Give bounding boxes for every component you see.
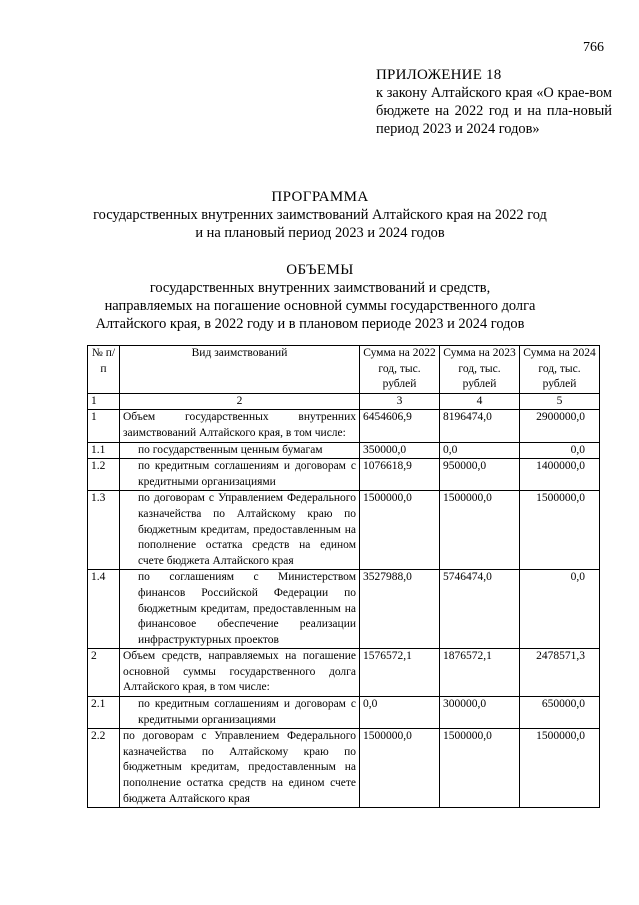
row-value-2022: 3527988,0 <box>360 570 440 649</box>
row-num: 2.1 <box>88 697 120 729</box>
index-cell: 4 <box>440 393 520 410</box>
program-subtitle-line1: государственных внутренних заимствований Алтайского края на 2022 год <box>93 207 547 223</box>
row-num: 1.1 <box>88 442 120 459</box>
row-value-2023: 1500000,0 <box>440 729 520 808</box>
appendix-title: ПРИЛОЖЕНИЕ 18 <box>376 67 502 83</box>
header-2024: Сумма на 2024 год, тыс. рублей <box>520 346 600 394</box>
page-number: 766 <box>583 40 604 55</box>
row-kind: по договорам с Управлением Федерального казначейства по Алтайскому краю по бюджетным кредитам, предоставленным на пополнение остатка средств на едином счете бюджета Алтайского края <box>120 729 360 808</box>
row-value-2022: 6454606,9 <box>360 410 440 442</box>
row-value-2024: 0,0 <box>520 570 600 649</box>
row-value-2022: 1500000,0 <box>360 491 440 570</box>
volumes-subtitle-line2: направляемых на погашение основной суммы государственного долга <box>104 298 536 314</box>
row-value-2023: 1500000,0 <box>440 491 520 570</box>
table-index-row <box>88 393 600 410</box>
borrowings-table <box>87 345 600 808</box>
table-row <box>88 729 600 808</box>
row-num: 1.2 <box>88 459 120 491</box>
volumes-subtitle-line3: Алтайского края, в 2022 году и в плановом периоде 2023 и 2024 годов <box>95 316 525 332</box>
index-cell: 2 <box>120 393 360 410</box>
row-value-2022: 1500000,0 <box>360 729 440 808</box>
row-value-2024: 650000,0 <box>520 697 600 729</box>
row-value-2024: 2478571,3 <box>520 649 600 697</box>
row-num: 2.2 <box>88 729 120 808</box>
table-row <box>88 442 600 459</box>
row-kind: по кредитным соглашениям и договорам с кредитными организациями <box>120 459 360 491</box>
row-value-2023: 5746474,0 <box>440 570 520 649</box>
row-value-2022: 350000,0 <box>360 442 440 459</box>
row-value-2024: 0,0 <box>520 442 600 459</box>
index-cell: 5 <box>520 393 600 410</box>
volumes-heading <box>60 261 580 333</box>
row-kind: по договорам с Управлением Федерального казначейства по Алтайскому краю по бюджетным кредитам, предоставленным на пополнение остатка средств на едином счете бюджета Алтайского края <box>120 491 360 570</box>
table-row <box>88 570 600 649</box>
header-2023: Сумма на 2023 год, тыс. рублей <box>440 346 520 394</box>
table-row <box>88 649 600 697</box>
row-value-2022: 1076618,9 <box>360 459 440 491</box>
program-heading <box>60 188 580 242</box>
volumes-title: ОБЪЕМЫ <box>286 262 354 278</box>
row-kind: Объем средств, направляемых на погашение основной суммы государственного долга Алтайского края, в том числе: <box>120 649 360 697</box>
row-value-2023: 0,0 <box>440 442 520 459</box>
header-num: № п/п <box>88 346 120 394</box>
row-value-2023: 8196474,0 <box>440 410 520 442</box>
row-value-2023: 950000,0 <box>440 459 520 491</box>
row-value-2024: 2900000,0 <box>520 410 600 442</box>
row-value-2022: 0,0 <box>360 697 440 729</box>
program-title: ПРОГРАММА <box>271 189 369 205</box>
row-value-2024: 1500000,0 <box>520 729 600 808</box>
row-kind: по соглашениям с Министерством финансов Российской Федерации по бюджетным кредитам, предоставленным на финансовое обеспечение реализации инфраструктурных проектов <box>120 570 360 649</box>
header-kind: Вид заимствований <box>120 346 360 394</box>
appendix-block <box>376 66 612 138</box>
row-kind: Объем государственных внутренних заимствований Алтайского края, в том числе: <box>120 410 360 442</box>
table-header-row <box>88 346 600 394</box>
program-subtitle-line2: и на плановый период 2023 и 2024 годов <box>195 225 445 241</box>
row-kind: по кредитным соглашениям и договорам с кредитными организациями <box>120 697 360 729</box>
row-num: 1.4 <box>88 570 120 649</box>
table-row <box>88 410 600 442</box>
table-row <box>88 491 600 570</box>
row-kind: по государственным ценным бумагам <box>120 442 360 459</box>
row-num: 1 <box>88 410 120 442</box>
row-num: 2 <box>88 649 120 697</box>
table-row <box>88 697 600 729</box>
row-value-2022: 1576572,1 <box>360 649 440 697</box>
volumes-subtitle-line1: государственных внутренних заимствований и средств, <box>149 280 491 296</box>
index-cell: 1 <box>88 393 120 410</box>
row-num: 1.3 <box>88 491 120 570</box>
appendix-caption: к закону Алтайского края «О крае-вом бюджете на 2022 год и на пла-новый период 2023 и 2024 годов» <box>376 85 612 137</box>
row-value-2023: 1876572,1 <box>440 649 520 697</box>
row-value-2023: 300000,0 <box>440 697 520 729</box>
table-row <box>88 459 600 491</box>
index-cell: 3 <box>360 393 440 410</box>
row-value-2024: 1500000,0 <box>520 491 600 570</box>
header-2022: Сумма на 2022 год, тыс. рублей <box>360 346 440 394</box>
row-value-2024: 1400000,0 <box>520 459 600 491</box>
